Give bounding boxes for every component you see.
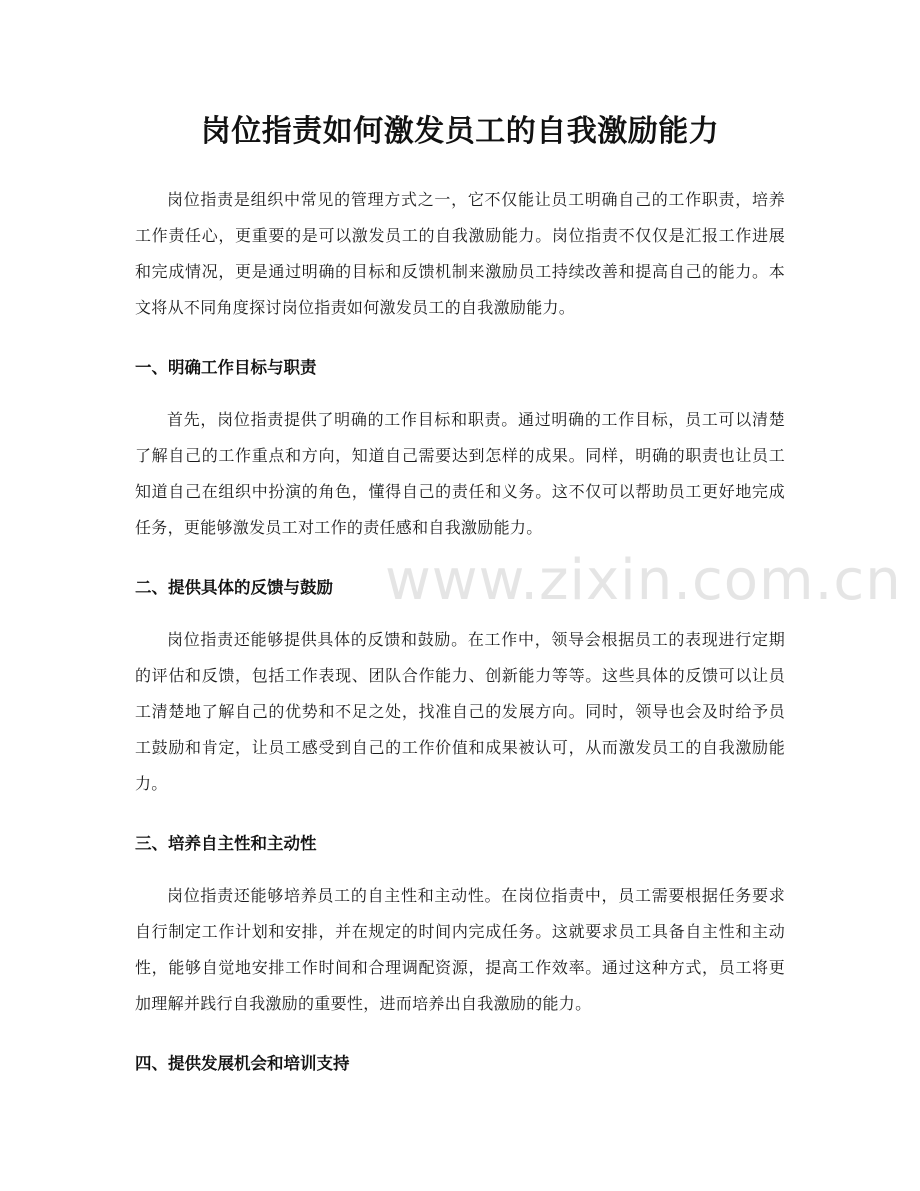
section-body-1: 首先，岗位指责提供了明确的工作目标和职责。通过明确的工作目标，员工可以清楚了解自己的工作重点和方向，知道自己需要达到怎样的成果。同样，明确的职责也让员工知道自己在组织中扮演的角色，懂得自己的责任和义务。这不仅可以帮助员工更好地完成任务，更能够激发员工对工作的责任感和自我激励能力。 bbox=[135, 410, 785, 537]
watermark: www.zixin.com.cn bbox=[385, 548, 902, 613]
section-heading-2: 二、提供具体的反馈与鼓励 bbox=[135, 578, 333, 597]
section-heading-3: 三、培养自主性和主动性 bbox=[135, 834, 317, 853]
section-body-3: 岗位指责还能够培养员工的自主性和主动性。在岗位指责中，员工需要根据任务要求自行制定工作计划和安排，并在规定的时间内完成任务。这就要求员工具备自主性和主动性，能够自觉地安排工作时间和合理调配资源，提高工作效率。通过这种方式，员工将更加理解并践行自我激励的重要性，进而培养出自我激励的能力。 bbox=[135, 886, 785, 1013]
section-body-2: 岗位指责还能够提供具体的反馈和鼓励。在工作中，领导会根据员工的表现进行定期的评估和反馈，包括工作表现、团队合作能力、创新能力等等。这些具体的反馈可以让员工清楚地了解自己的优势和不足之处，找准自己的发展方向。同时，领导也会及时给予员工鼓励和肯定，让员工感受到自己的工作价值和成果被认可，从而激发员工的自我激励能力。 bbox=[135, 630, 785, 793]
intro-paragraph: 岗位指责是组织中常见的管理方式之一，它不仅能让员工明确自己的工作职责，培养工作责任心，更重要的是可以激发员工的自我激励能力。岗位指责不仅仅是汇报工作进展和完成情况，更是通过明确的目标和反馈机制来激励员工持续改善和提高自己的能力。本文将从不同角度探讨岗位指责如何激发员工的自我激励能力。 bbox=[135, 190, 785, 317]
section-heading-1: 一、明确工作目标与职责 bbox=[135, 358, 317, 377]
intro-block bbox=[135, 182, 785, 326]
page-title: 岗位指责如何激发员工的自我激励能力 bbox=[200, 114, 720, 149]
section-heading-4: 四、提供发展机会和培训支持 bbox=[135, 1054, 350, 1073]
